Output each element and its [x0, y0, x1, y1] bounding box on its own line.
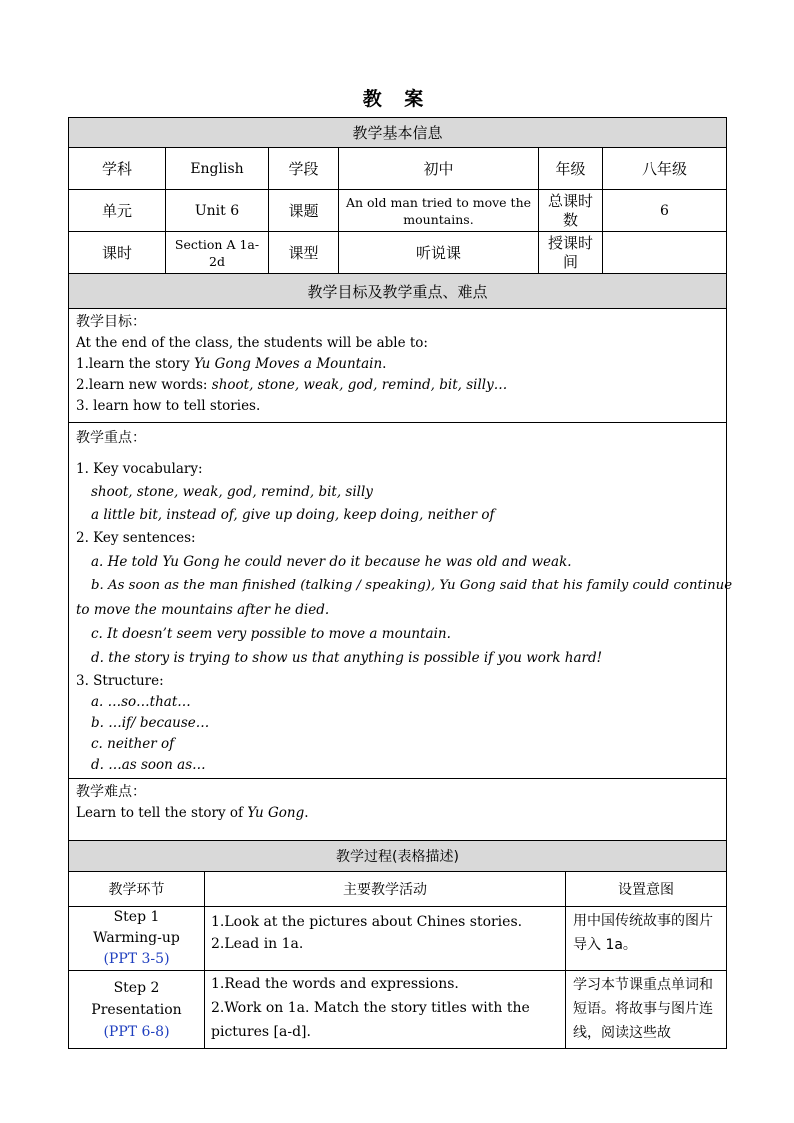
- objective-2: 2.learn new words: shoot, stone, weak, god, remind, bit, silly…: [76, 377, 508, 393]
- difficulty-heading: 教学难点：: [76, 784, 146, 800]
- subject-label: 学科: [69, 148, 166, 190]
- step-2-activities: [205, 971, 566, 1049]
- structure-d: d. …as soon as…: [91, 757, 206, 773]
- page-title: 教 案: [362, 88, 432, 110]
- difficulty-cell: [69, 779, 727, 847]
- step-2-number: Step 2: [113, 979, 160, 996]
- step-2-intent: 学习本节课重点单词和短语。将故事与图片连线，阅读这些故: [566, 971, 727, 1049]
- grade-value: 八年级: [603, 148, 727, 190]
- objective-1: 1.learn the story Yu Gong Moves a Mountain.: [76, 356, 387, 372]
- sentences-heading: 2. Key sentences:: [76, 530, 196, 546]
- lesson-type-label: 课型: [269, 232, 339, 274]
- step-1-activity-2: 2.Lead in 1a.: [211, 936, 304, 952]
- sentence-b-line-1: b. As soon as the man finished (talking / speaking), Yu Gong said that his family could continue: [91, 578, 733, 593]
- sentence-b-line-2: to move the mountains after he died.: [76, 602, 330, 618]
- grade-label: 年级: [539, 148, 603, 190]
- difficulty-text: Learn to tell the story of Yu Gong.: [76, 805, 309, 821]
- objectives-intro: At the end of the class, the students will be able to:: [76, 335, 428, 351]
- step-1-number: Step 1: [113, 909, 160, 925]
- step-1-stage: Warming-up: [93, 930, 180, 946]
- step-2-stage: Presentation: [91, 1001, 182, 1018]
- basic-info-table: [68, 117, 727, 274]
- column-activities: 主要教学活动: [205, 872, 566, 907]
- process-header: 教学过程(表格描述): [69, 841, 727, 872]
- vocab-heading: 1. Key vocabulary:: [76, 461, 203, 477]
- topic-value: An old man tried to move the mountains.: [339, 190, 539, 232]
- vocab-line-1: shoot, stone, weak, god, remind, bit, silly: [91, 484, 373, 500]
- structure-c: c. neither of: [91, 736, 175, 752]
- step-2-activity-2: 2.Work on 1a. Match the story titles with the pictures [a-d].: [211, 1000, 530, 1040]
- stage-value: 初中: [339, 148, 539, 190]
- total-hours-value: 6: [603, 190, 727, 232]
- lesson-type-value: 听说课: [339, 232, 539, 274]
- teaching-time-value: [603, 232, 727, 274]
- topic-label: 课题: [269, 190, 339, 232]
- goals-header: 教学目标及教学重点、难点: [69, 274, 727, 309]
- period-value: Section A 1a-2d: [166, 232, 269, 274]
- unit-label: 单元: [69, 190, 166, 232]
- sentence-d: d. the story is trying to show us that anything is possible if you work hard!: [91, 650, 603, 666]
- step-2-cell: [69, 971, 205, 1049]
- vocab-line-2: a little bit, instead of, give up doing, keep doing, neither of: [91, 507, 495, 523]
- step-1-activity-1: 1.Look at the pictures about Chines stories.: [211, 914, 523, 930]
- sentence-c: c. It doesn’t seem very possible to move a mountain.: [91, 626, 451, 642]
- step-1-ppt: (PPT 3-5): [103, 951, 170, 967]
- teaching-time-label: 授课时间: [539, 232, 603, 274]
- objectives-cell: [69, 309, 727, 423]
- step-1-intent: 用中国传统故事的图片导入 1a。: [566, 907, 727, 971]
- structure-a: a. …so…that…: [91, 694, 191, 710]
- goals-table: [68, 273, 733, 847]
- structure-heading: 3. Structure:: [76, 673, 164, 689]
- objectives-heading: 教学目标：: [76, 314, 146, 330]
- subject-value: English: [166, 148, 269, 190]
- column-intent: 设置意图: [566, 872, 727, 907]
- step-2-ppt: (PPT 6-8): [103, 1023, 170, 1040]
- step-2-activity-1: 1.Read the words and expressions.: [211, 976, 459, 992]
- total-hours-label: 总课时数: [539, 190, 603, 232]
- step-1-cell: [69, 907, 205, 971]
- stage-label: 学段: [269, 148, 339, 190]
- key-points-cell: [69, 423, 733, 779]
- period-label: 课时: [69, 232, 166, 274]
- basic-info-header: 教学基本信息: [69, 118, 727, 148]
- structure-b: b. …if/ because…: [91, 715, 210, 731]
- unit-value: Unit 6: [166, 190, 269, 232]
- column-stage: 教学环节: [69, 872, 205, 907]
- objective-3: 3. learn how to tell stories.: [76, 398, 261, 414]
- process-table: [68, 840, 727, 1049]
- step-1-activities: [205, 907, 566, 971]
- sentence-a: a. He told Yu Gong he could never do it because he was old and weak.: [91, 554, 572, 570]
- key-points-heading: 教学重点：: [76, 430, 146, 446]
